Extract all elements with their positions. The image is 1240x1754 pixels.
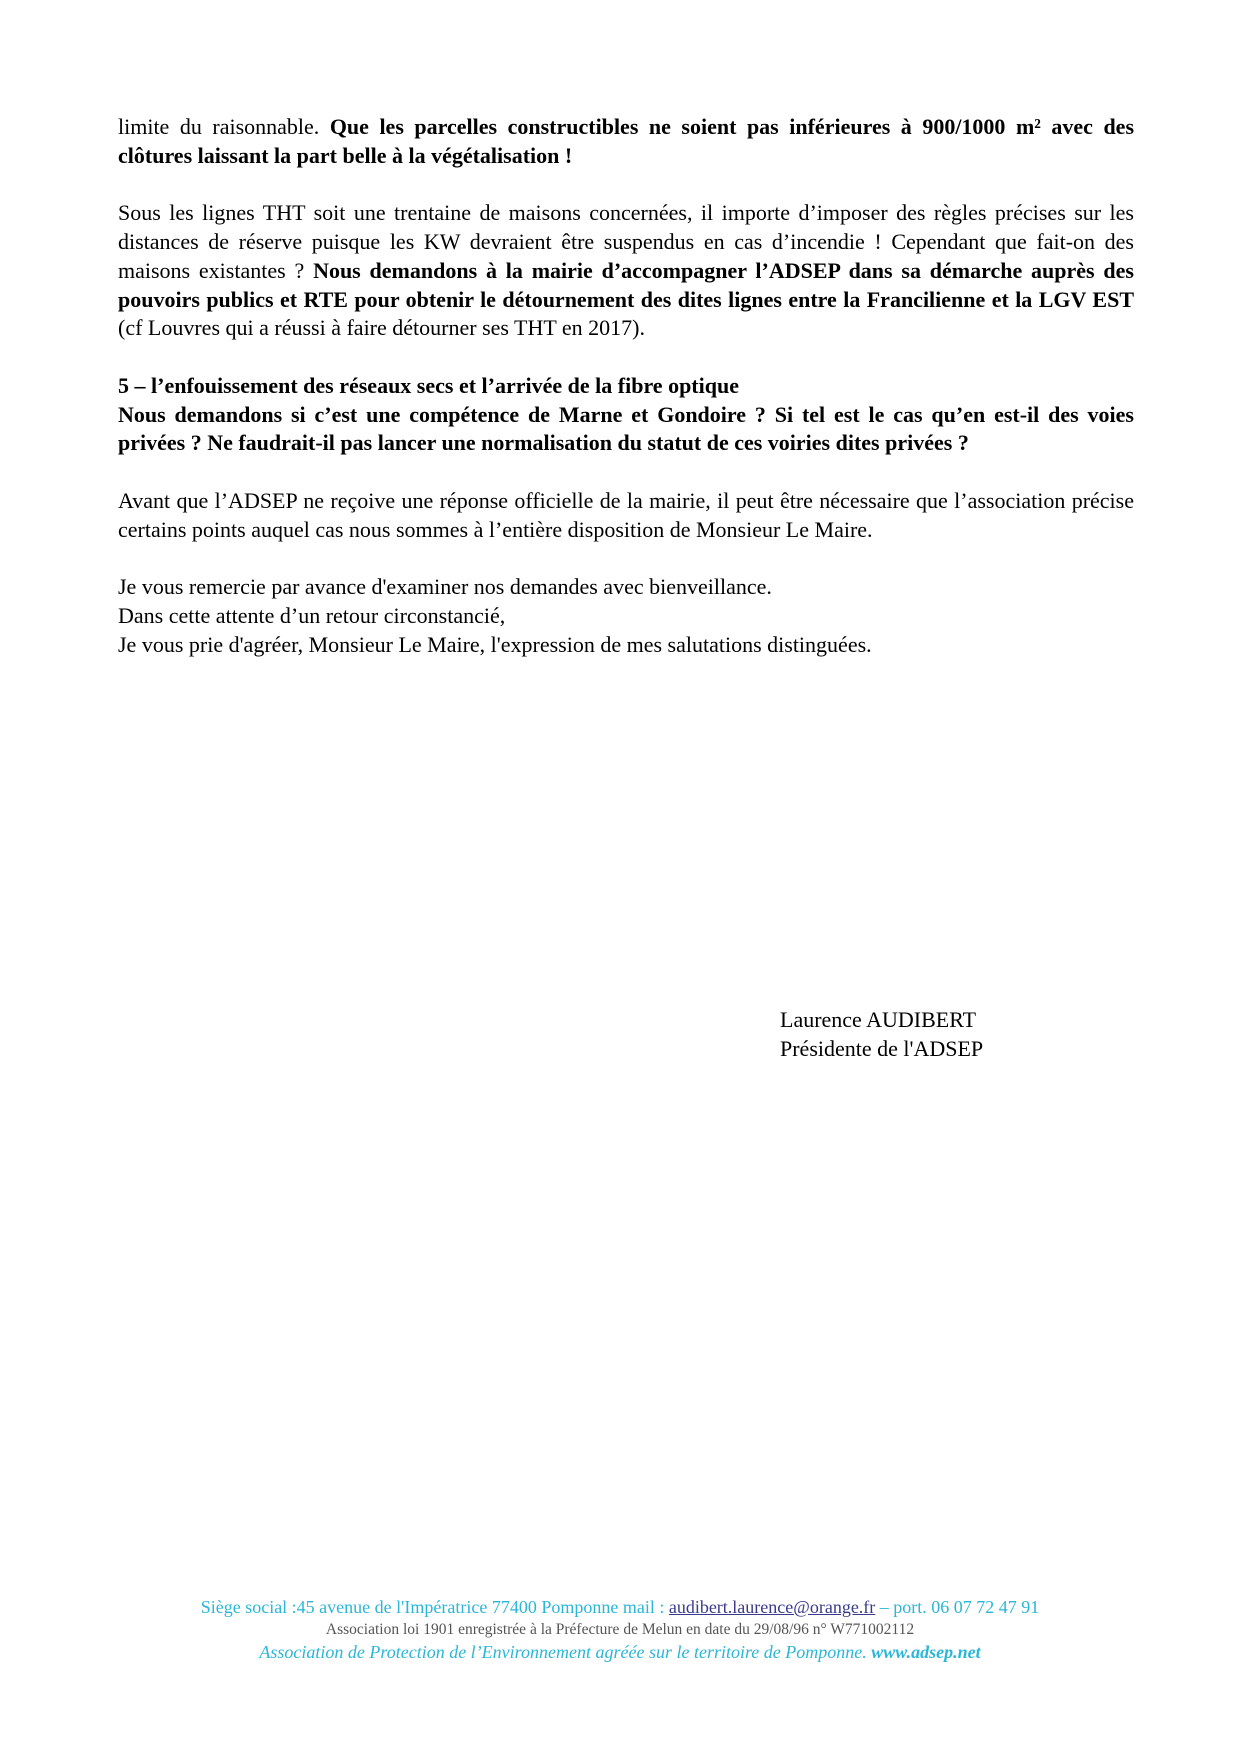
paragraph-text: Sous les lignes THT soit une trentaine de maisons concernées, il importe d’imposer des règles précises sur les distances de réserve puisque les KW devraient être suspendus en cas d’incendie ! Cependant que fait-on des maisons existantes ? (118, 200, 1134, 283)
letter-body (118, 113, 1134, 689)
paragraph-tht-lines (118, 199, 1134, 343)
closing-line: Dans cette attente d’un retour circonstancié, (118, 603, 506, 629)
footer-email-link[interactable]: audibert.laurence@orange.fr (668, 1597, 876, 1617)
footer-address: Siège social :45 avenue de l'Impératrice 77400 Pomponne mail : (200, 1597, 669, 1617)
footer-approval-text: Association de Protection de l’Environnement agréée sur le territoire de Pomponne. (259, 1642, 872, 1662)
page-footer (0, 1596, 1240, 1664)
footer-approval-line (0, 1641, 1240, 1664)
footer-website[interactable]: www.adsep.net (871, 1642, 981, 1662)
section-5 (118, 372, 1134, 458)
footer-address-line (0, 1596, 1240, 1619)
closing-line: Je vous prie d'agréer, Monsieur Le Maire, l'expression de mes salutations distinguées. (118, 631, 872, 657)
bold-request-tht: Nous demandons à la mairie d’accompagner l’ADSEP dans sa démarche auprès des pouvoirs publics et RTE pour obtenir le détournement des dites lignes entre la Francilienne et la LGV EST (118, 257, 1134, 312)
signature-block (780, 1005, 983, 1063)
section-5-heading: 5 – l’enfouissement des réseaux secs et l’arrivée de la fibre optique (118, 372, 739, 398)
signature-name: Laurence AUDIBERT (780, 1007, 977, 1032)
signature-title: Présidente de l'ADSEP (780, 1036, 984, 1061)
bold-request-parcels: Que les parcelles constructibles ne soient pas inférieures à 900/1000 m² avec des clôtures laissant la part belle à la végétalisation ! (118, 114, 1135, 168)
footer-phone: – port. 06 07 72 47 91 (875, 1597, 1040, 1617)
footer-registration: Association loi 1901 enregistrée à la Préfecture de Melun en date du 29/08/96 n° W771002112 (325, 1621, 915, 1638)
section-5-body: Nous demandons si c’est une compétence de Marne et Gondoire ? Si tel est le cas qu’en est-il des voies privées ? Ne faudrait-il pas lancer une normalisation du statut de ces voiries dites privées ? (118, 401, 1134, 456)
closing-line: Je vous remercie par avance d'examiner nos demandes avec bienveillance. (118, 574, 772, 600)
paragraph-text: limite du raisonnable. (118, 114, 330, 139)
paragraph-parcels (118, 113, 1134, 170)
paragraph-adsep-response: Avant que l’ADSEP ne reçoive une réponse officielle de la mairie, il peut être nécessaire que l’association précise certains points auquel cas nous sommes à l’entière disposition de Monsieur Le Maire. (118, 488, 1134, 542)
closing-paragraph (118, 573, 1134, 659)
paragraph-text-end: (cf Louvres qui a réussi à faire détourner ses THT en 2017). (118, 315, 646, 341)
